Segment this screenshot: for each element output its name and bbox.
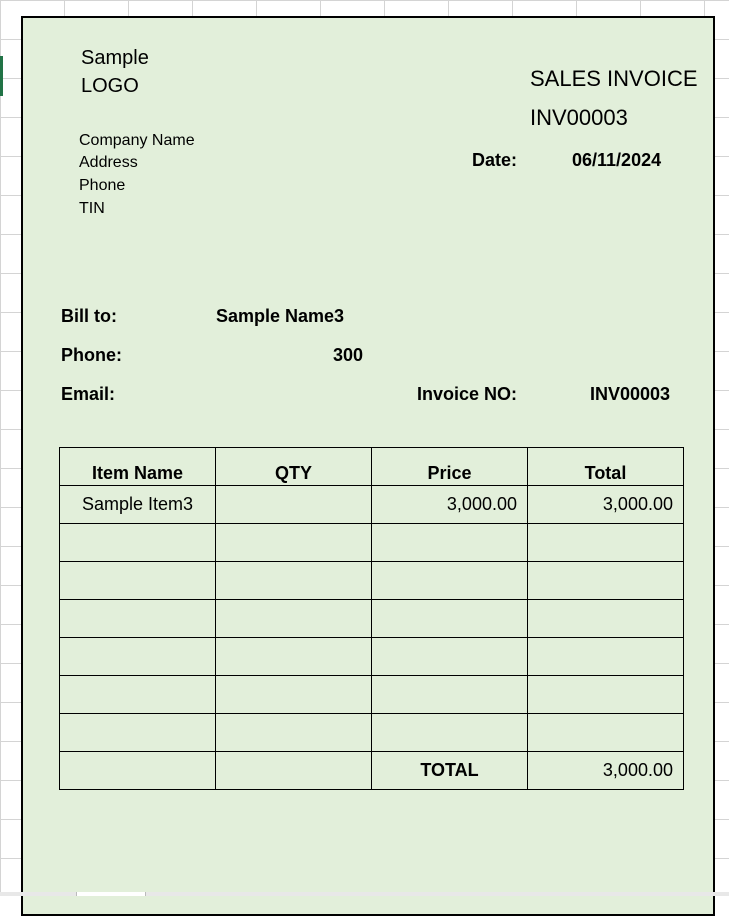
invoice-title: SALES INVOICE	[530, 66, 698, 91]
qty-cell[interactable]	[216, 524, 372, 562]
table-row	[60, 676, 684, 714]
total-row-empty-cell[interactable]	[60, 752, 216, 790]
invoice-sheet	[21, 16, 715, 916]
total-cell[interactable]	[528, 600, 684, 638]
total-cell[interactable]	[528, 524, 684, 562]
qty-cell[interactable]	[216, 676, 372, 714]
price-cell[interactable]	[372, 638, 528, 676]
active-cell-indicator	[0, 56, 3, 96]
sheet-tab-active[interactable]	[76, 892, 146, 896]
item-name-cell[interactable]	[60, 676, 216, 714]
invoice-no-value: INV00003	[590, 384, 671, 404]
header-item-name: Item Name	[60, 448, 216, 486]
price-cell[interactable]	[372, 714, 528, 752]
table-header-row	[60, 448, 684, 486]
header-total: Total	[528, 448, 684, 486]
header-price: Price	[372, 448, 528, 486]
qty-cell[interactable]	[216, 714, 372, 752]
total-cell[interactable]: 3,000.00	[528, 486, 684, 524]
total-cell[interactable]	[528, 562, 684, 600]
table-row	[60, 486, 684, 524]
item-name-cell[interactable]	[60, 524, 216, 562]
total-value: 3,000.00	[528, 752, 684, 790]
price-cell[interactable]	[372, 676, 528, 714]
item-name-cell[interactable]	[60, 600, 216, 638]
price-cell[interactable]	[372, 524, 528, 562]
item-name-cell[interactable]	[60, 714, 216, 752]
company-address: Address	[79, 154, 138, 171]
price-cell[interactable]: 3,000.00	[372, 486, 528, 524]
table-row	[60, 562, 684, 600]
bill-to-value: Sample Name3	[216, 306, 345, 326]
item-name-cell[interactable]	[60, 638, 216, 676]
invoice-no-label: Invoice NO:	[417, 384, 518, 404]
company-phone: Phone	[79, 177, 126, 194]
item-name-cell[interactable]	[60, 562, 216, 600]
phone-value: 300	[333, 345, 364, 365]
table-row	[60, 714, 684, 752]
total-cell[interactable]	[528, 714, 684, 752]
items-table	[59, 447, 684, 790]
qty-cell[interactable]	[216, 600, 372, 638]
email-label: Email:	[61, 384, 116, 404]
item-name-cell[interactable]: Sample Item3	[60, 486, 216, 524]
total-cell[interactable]	[528, 638, 684, 676]
table-total-row	[60, 752, 684, 790]
qty-cell[interactable]	[216, 638, 372, 676]
bill-to-label: Bill to:	[61, 306, 117, 326]
table-row	[60, 600, 684, 638]
phone-label: Phone:	[61, 345, 122, 365]
logo-line-2: LOGO	[81, 75, 139, 97]
price-cell[interactable]	[372, 562, 528, 600]
company-name: Company Name	[79, 132, 195, 149]
total-label: TOTAL	[372, 752, 528, 790]
company-tin: TIN	[79, 200, 105, 217]
header-qty: QTY	[216, 448, 372, 486]
invoice-number: INV00003	[530, 105, 628, 130]
logo-line-1: Sample	[81, 47, 149, 69]
total-row-empty-cell[interactable]	[216, 752, 372, 790]
price-cell[interactable]	[372, 600, 528, 638]
qty-cell[interactable]	[216, 486, 372, 524]
total-cell[interactable]	[528, 676, 684, 714]
table-row	[60, 524, 684, 562]
date-label: Date:	[472, 150, 518, 170]
qty-cell[interactable]	[216, 562, 372, 600]
date-value: 06/11/2024	[572, 150, 662, 170]
table-row	[60, 638, 684, 676]
